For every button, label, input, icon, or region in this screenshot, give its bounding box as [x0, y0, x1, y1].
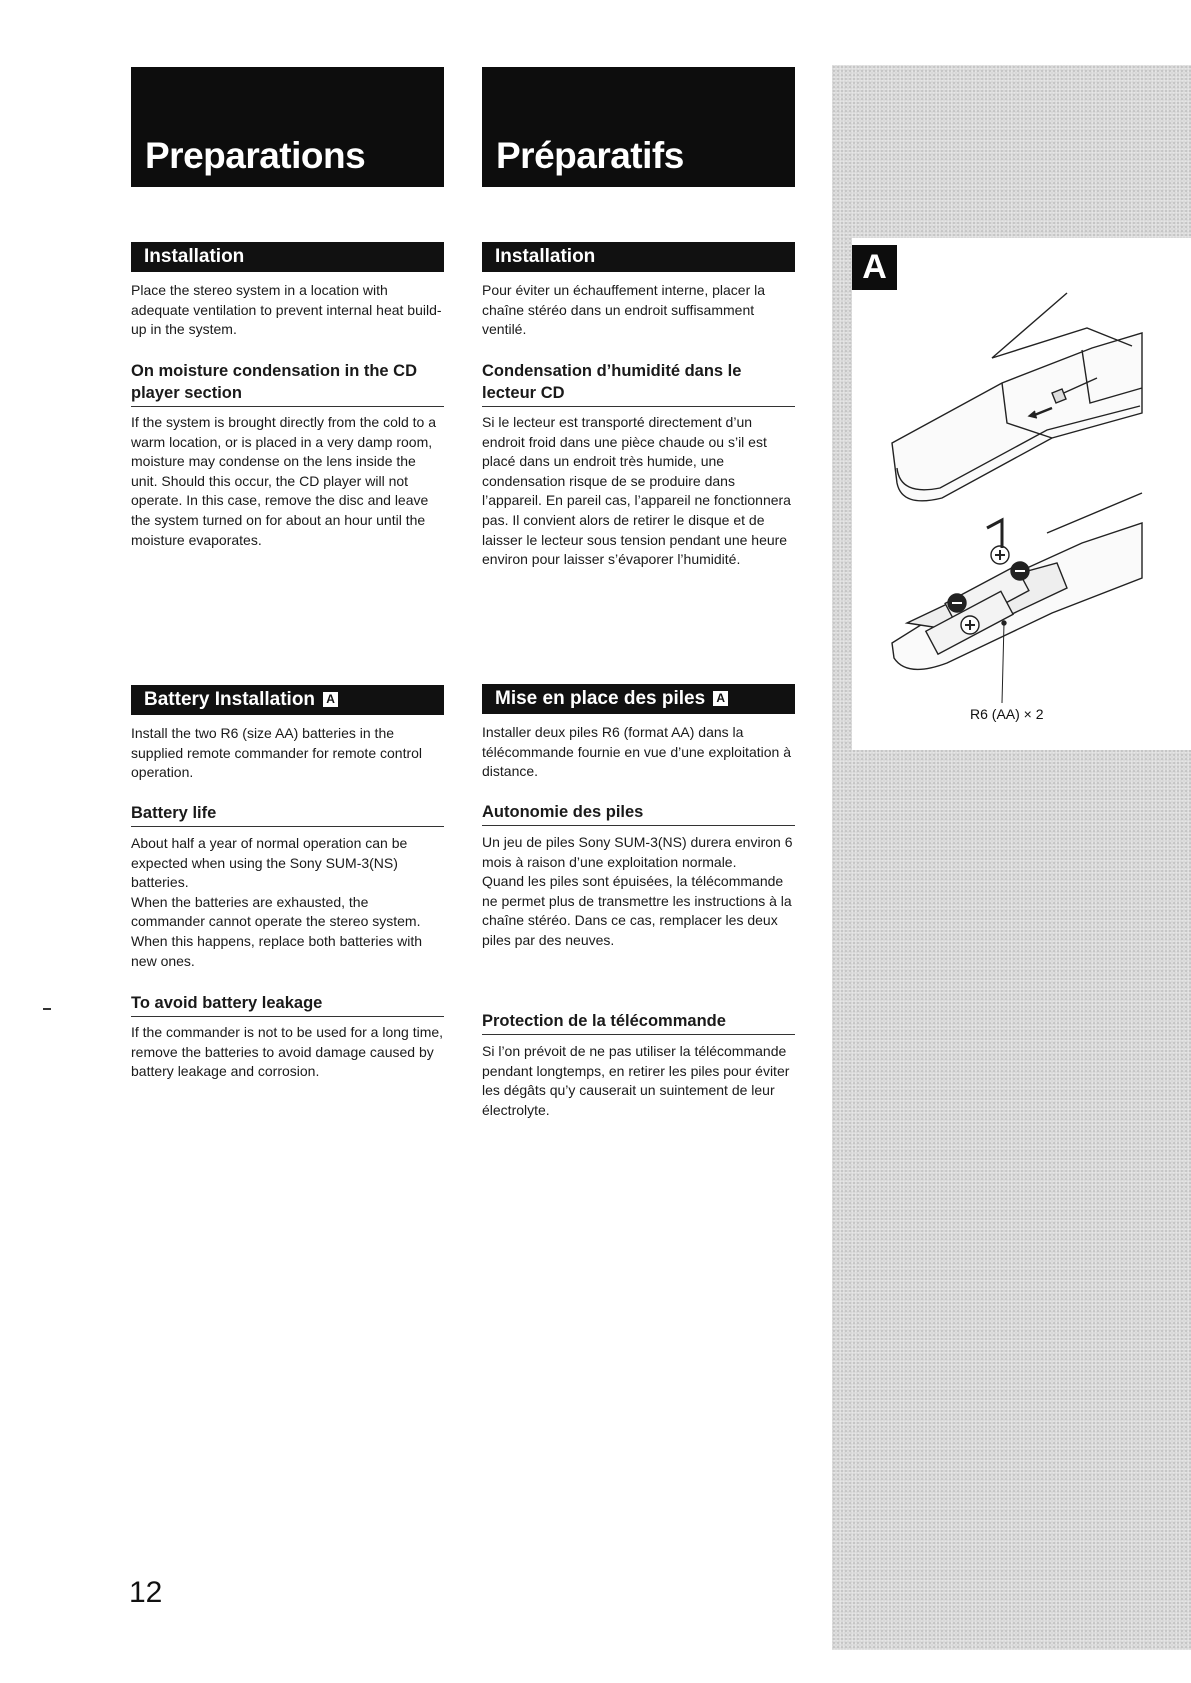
battery-text-fr: Installer deux piles R6 (format AA) dans la télécommande fournie en vue d’une exploitation à distance.: [482, 724, 791, 780]
battery-text-en: Install the two R6 (size AA) batteries in the supplied remote commander for remote control operation.: [131, 725, 423, 781]
leak-heading-fr: Protection de la télécommande: [482, 1010, 795, 1035]
moisture-text-fr: Si le lecteur est transporté directement d’un endroit froid dans une pièce chaude ou s’il est placé dans un endroit très humide, une condensation risque de se produire dans l’appareil. En pareil cas, l’appareil ne fonctionnera pas. Il convient alors de retirer le disque et de laisser le lecteur sous tension pendant une heure environ pour laisser s’évaporer l’humidité.: [482, 414, 791, 568]
page-title-fr: Préparatifs: [496, 135, 684, 176]
section-installation-fr-label: Installation: [495, 246, 596, 267]
margin-mark: [43, 1008, 51, 1010]
figure-ref-badge-en: A: [323, 692, 338, 707]
leak-text-en: If the commander is not to be used for a long time, remove the batteries to avoid damage caused by battery leakage and corrosion.: [131, 1024, 444, 1080]
page-title-en: Preparations: [145, 135, 366, 176]
battery-caption: R6 (AA) × 2: [970, 706, 1044, 722]
remote-cover-illustration: [892, 293, 1142, 501]
moisture-heading-fr: Condensation d’humidité dans le lecteur CD: [482, 360, 795, 407]
section-battery-fr: [482, 684, 795, 714]
figure-a-badge: A: [852, 245, 897, 290]
leak-text-fr: Si l’on prévoit de ne pas utiliser la télécommande pendant longtemps, en retirer les piles pour éviter les dégâts qu’y causerait un suintement de leur électrolyte.: [482, 1043, 790, 1118]
section-installation-en-label: Installation: [144, 246, 245, 267]
installation-text-fr: Pour éviter un échauffement interne, placer la chaîne stéréo dans un endroit suffisamment ventilé.: [482, 282, 766, 338]
title-block-en: [131, 67, 444, 187]
battery-life-heading-fr: Autonomie des piles: [482, 801, 795, 826]
section-installation-fr: [482, 242, 795, 272]
leak-heading-en: To avoid battery leakage: [131, 992, 444, 1017]
figure-ref-badge-fr: A: [713, 691, 728, 706]
battery-life-text-fr: Un jeu de piles Sony SUM-3(NS) durera environ 6 mois à raison d’une exploitation normale. Quand les piles sont épuisées, la télécommande ne permet plus de transmettre les instructions à la chaîne stéréo. Dans ce cas, remplacer les deux piles par des neuves.: [482, 834, 793, 948]
section-battery-fr-label: Mise en place des piles: [495, 688, 706, 709]
page-number: 12: [129, 1576, 163, 1609]
moisture-heading-en: On moisture condensation in the CD player section: [131, 360, 444, 407]
section-battery-en-label: Battery Installation: [144, 689, 316, 710]
battery-life-heading-en: Battery life: [131, 802, 444, 827]
section-installation-en: [131, 242, 444, 272]
figure-panel: [852, 238, 1191, 750]
title-block-fr: [482, 67, 795, 187]
battery-life-text-en: About half a year of normal operation can be expected when using the Sony SUM-3(NS) batteries. When the batteries are exhausted, the commander cannot operate the stereo system. When this happens, replace both batteries with new ones.: [131, 835, 423, 969]
battery-compartment-illustration: [892, 493, 1142, 703]
moisture-text-en: If the system is brought directly from the cold to a warm location, or is placed in a very damp room, moisture may condense on the lens inside the unit. Should this occur, the CD player will not operate. In this case, remove the disc and leave the system turned on for about an hour until the moisture evaporates.: [131, 414, 437, 548]
remote-battery-illustration: [852, 238, 1191, 708]
installation-text-en: Place the stereo system in a location with adequate ventilation to prevent internal heat build-up in the system.: [131, 282, 442, 338]
section-battery-en: [131, 685, 444, 715]
